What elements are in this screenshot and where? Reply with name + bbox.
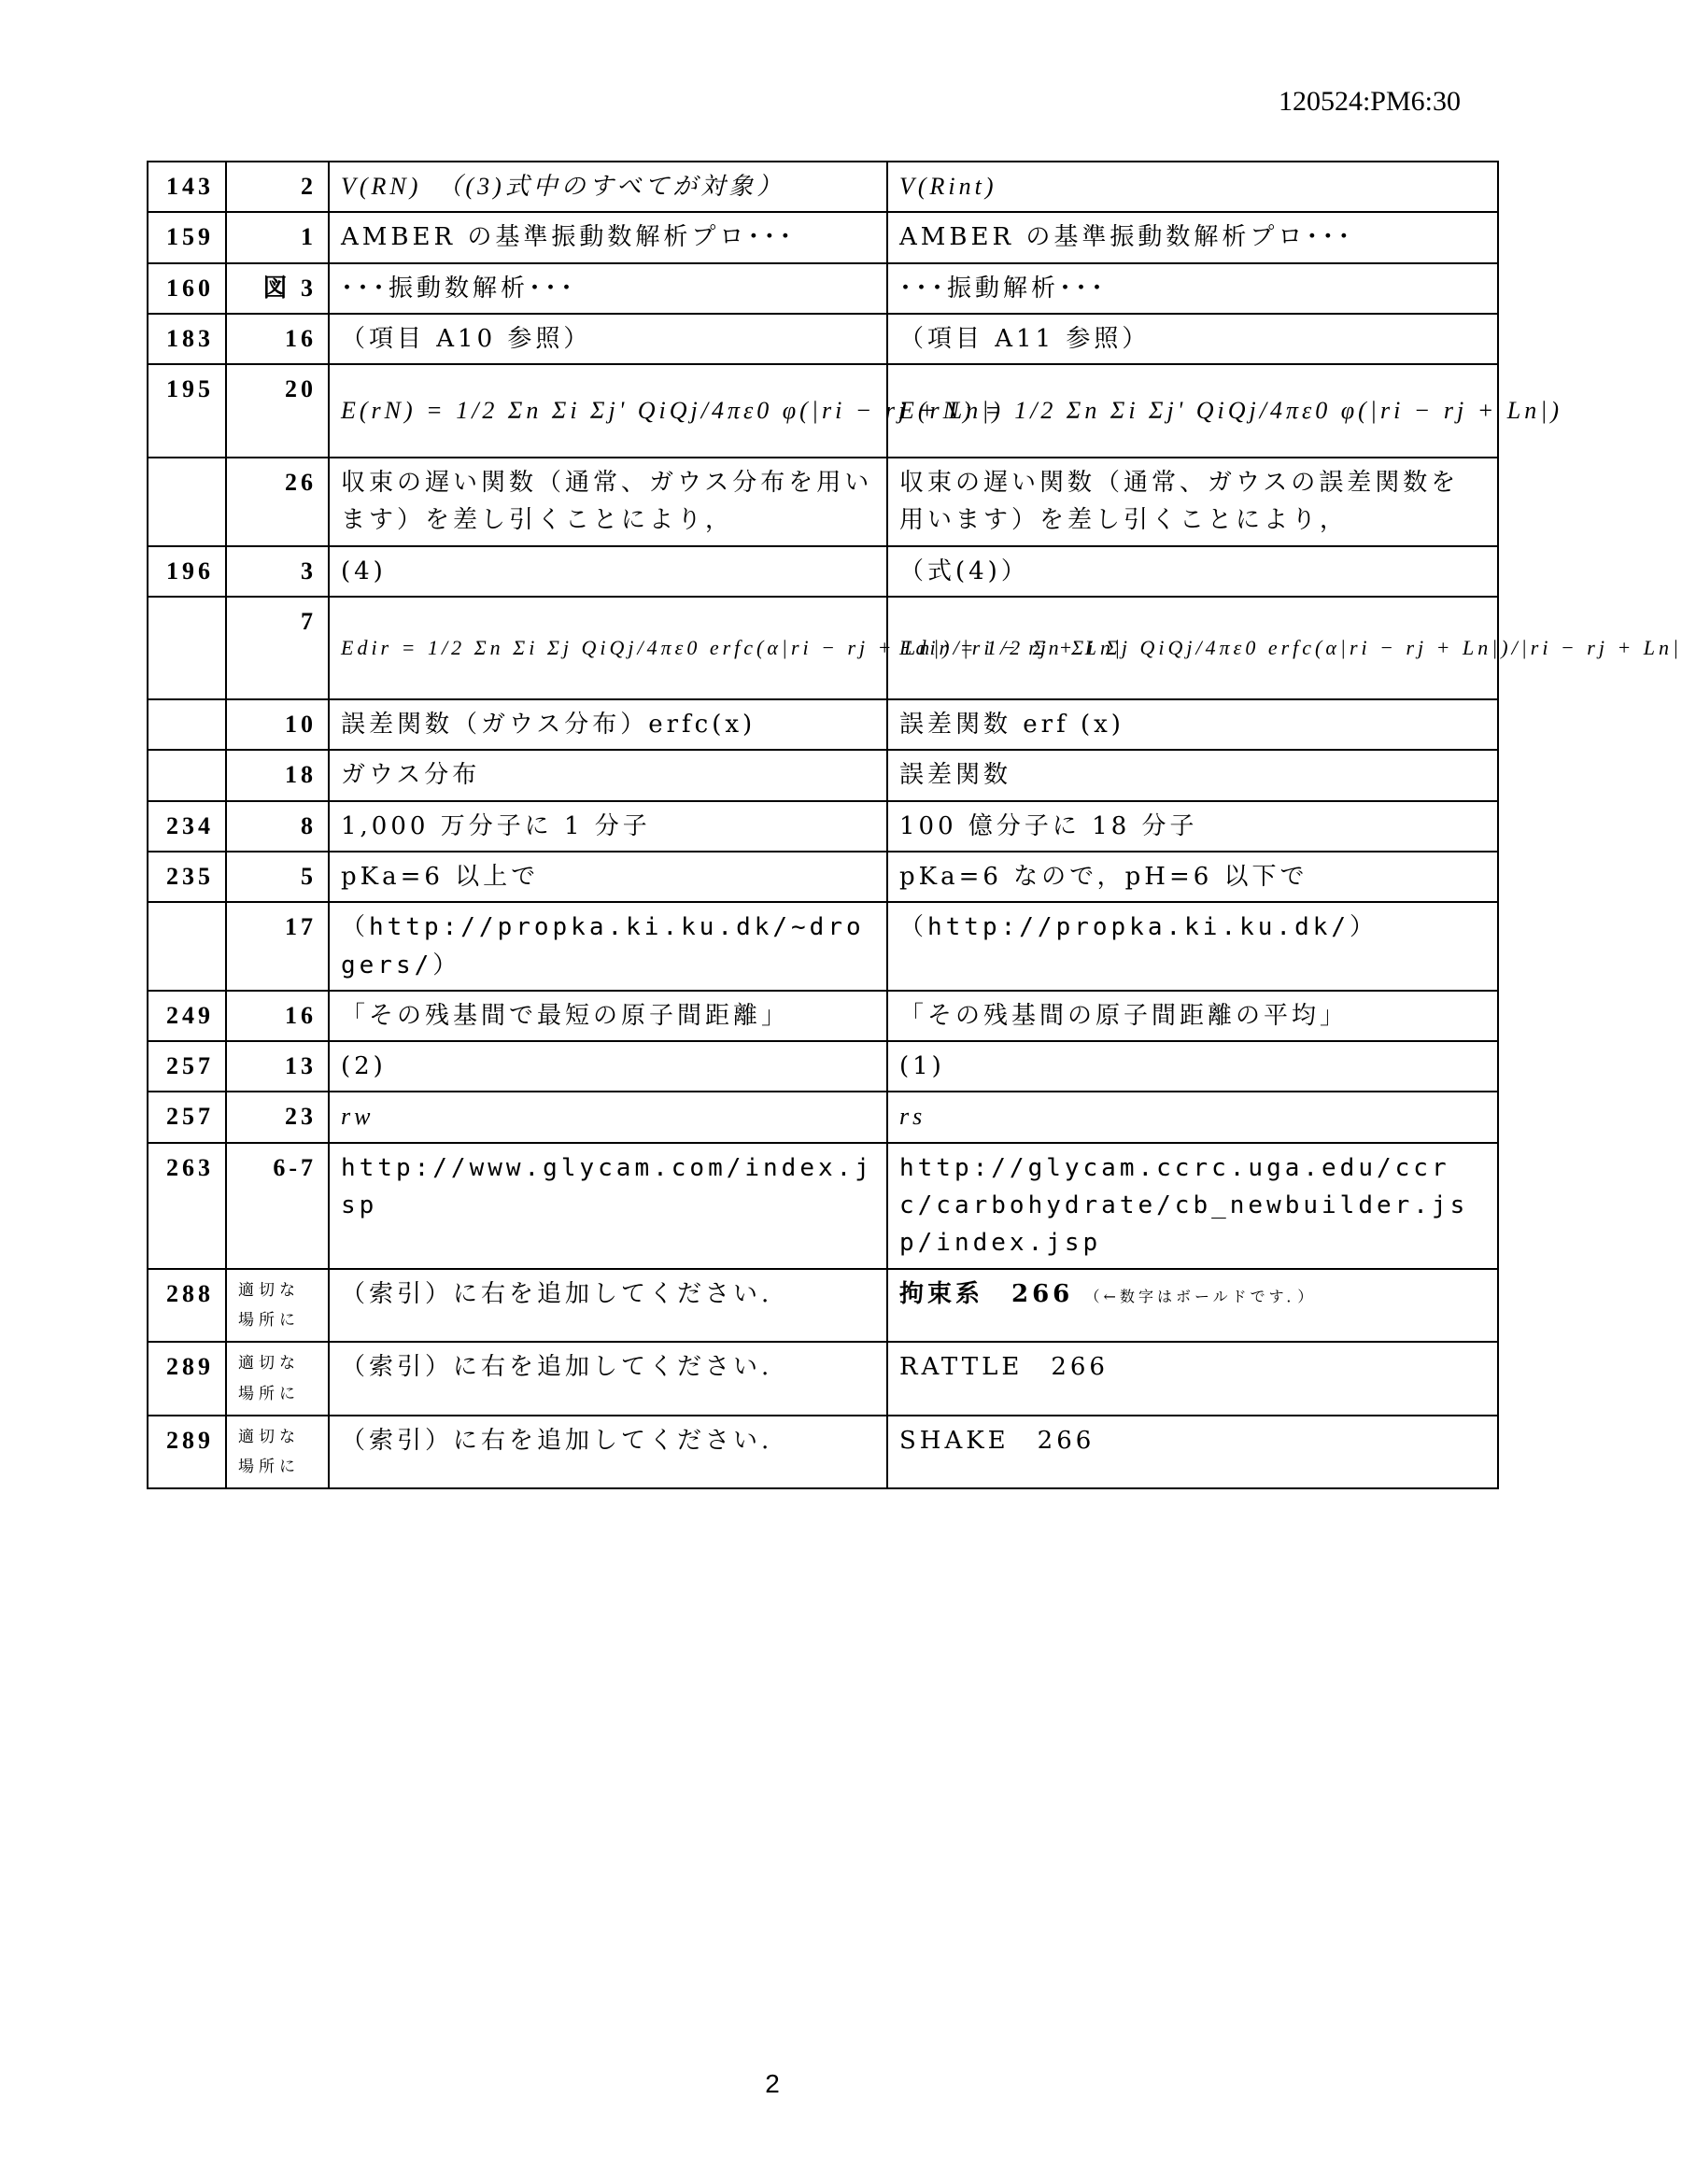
page-cell [148, 597, 226, 699]
wrong-cell: （索引）に右を追加してください. [329, 1269, 887, 1343]
line-cell: 6-7 [226, 1143, 329, 1269]
page-cell [148, 699, 226, 750]
table-row [148, 991, 1498, 1041]
table-row [148, 1143, 1498, 1269]
right-cell: AMBER の基準振動数解析プロ･･･ [887, 212, 1498, 262]
wrong-cell: rw [329, 1092, 887, 1142]
right-cell: 収束の遅い関数（通常、ガウスの誤差関数を用います）を差し引くことにより， [887, 458, 1498, 546]
errata-table [147, 161, 1682, 1489]
wrong-cell: （項目 A10 参照） [329, 314, 887, 364]
wrong-cell: AMBER の基準振動数解析プロ･･･ [329, 212, 887, 262]
table-row [148, 1416, 1498, 1489]
bold-note: （←数字はボールドです．） [1084, 1287, 1317, 1305]
line-cell: 16 [226, 991, 329, 1041]
right-formula: Edir = 1/2 Σn Σi Σj QiQj/4πε0 erfc(α|ri − rj + Ln|)/|ri − rj + Ln| [887, 597, 1498, 699]
right-cell: 100 億分子に 18 分子 [887, 801, 1498, 852]
page-cell: 249 [148, 991, 226, 1041]
table-row [148, 597, 1498, 699]
line-cell: 23 [226, 1092, 329, 1142]
page-cell: 263 [148, 1143, 226, 1269]
right-cell: 誤差関数 [887, 750, 1498, 800]
line-cell: 26 [226, 458, 329, 546]
page-cell: 257 [148, 1092, 226, 1142]
line-cell: 8 [226, 801, 329, 852]
wrong-cell: ･･･振動数解析･･･ [329, 263, 887, 314]
line-cell: 1 [226, 212, 329, 262]
page-number: 2 [765, 2069, 780, 2098]
right-cell: （http://propka.ki.ku.dk/） [887, 902, 1498, 991]
line-cell: 適切な場所に [226, 1342, 329, 1416]
page-cell: 159 [148, 212, 226, 262]
page-cell: 195 [148, 364, 226, 458]
page-cell: 143 [148, 162, 226, 212]
right-cell: 「その残基間の原子間距離の平均」 [887, 991, 1498, 1041]
page-cell: 235 [148, 852, 226, 902]
right-cell: rs [887, 1092, 1498, 1142]
table-row [148, 902, 1498, 991]
table-row [148, 1342, 1498, 1416]
right-cell: ･･･振動解析･･･ [887, 263, 1498, 314]
wrong-cell: 「その残基間で最短の原子間距離」 [329, 991, 887, 1041]
table-row [148, 458, 1498, 546]
wrong-cell: (2) [329, 1041, 887, 1092]
line-cell: 適切な場所に [226, 1269, 329, 1343]
page-cell: 289 [148, 1416, 226, 1489]
line-cell: 10 [226, 699, 329, 750]
right-cell: RATTLE 266 [887, 1342, 1498, 1416]
table-row [148, 212, 1498, 262]
table-row [148, 263, 1498, 314]
table-row [148, 801, 1498, 852]
right-cell: （式(4)） [887, 546, 1498, 597]
wrong-cell: （索引）に右を追加してください. [329, 1416, 887, 1489]
page-cell [148, 750, 226, 800]
document-timestamp: 120524:PM6:30 [1278, 86, 1461, 117]
page-cell: 288 [148, 1269, 226, 1343]
table-row [148, 162, 1498, 212]
table-row [148, 699, 1498, 750]
table-row [148, 364, 1498, 458]
line-cell: 5 [226, 852, 329, 902]
wrong-cell: (4) [329, 546, 887, 597]
wrong-cell: （http://propka.ki.ku.dk/~drogers/） [329, 902, 887, 991]
line-cell: 7 [226, 597, 329, 699]
line-cell: 16 [226, 314, 329, 364]
right-cell: (1) [887, 1041, 1498, 1092]
wrong-cell: V(RN) （(3)式中のすべてが対象） [329, 162, 887, 212]
line-cell: 17 [226, 902, 329, 991]
right-cell: pKa=6 なので，pH=6 以下で [887, 852, 1498, 902]
wrong-cell: 1,000 万分子に 1 分子 [329, 801, 887, 852]
page-cell [148, 458, 226, 546]
right-cell: （項目 A11 参照） [887, 314, 1498, 364]
page-cell [148, 902, 226, 991]
table-row [148, 1269, 1498, 1343]
table-row [148, 1041, 1498, 1092]
wrong-cell: 収束の遅い関数（通常、ガウス分布を用います）を差し引くことにより， [329, 458, 887, 546]
wrong-cell: 誤差関数（ガウス分布）erfc(x) [329, 699, 887, 750]
wrong-cell: （索引）に右を追加してください. [329, 1342, 887, 1416]
table-row [148, 1092, 1498, 1142]
line-cell: 13 [226, 1041, 329, 1092]
line-cell: 3 [226, 546, 329, 597]
page-cell: 234 [148, 801, 226, 852]
page-cell: 160 [148, 263, 226, 314]
wrong-formula: Edir = 1/2 Σn Σi Σj QiQj/4πε0 erfc(α|ri − rj + Ln|)/|ri − rj + Ln| [329, 597, 887, 699]
right-cell [887, 1269, 1498, 1343]
page-cell: 289 [148, 1342, 226, 1416]
right-formula: E(rN) = 1/2 Σn Σi Σj' QiQj/4πε0 φ(|ri − rj + Ln|) [887, 364, 1498, 458]
table-row [148, 314, 1498, 364]
wrong-cell: pKa=6 以上で [329, 852, 887, 902]
table-row [148, 546, 1498, 597]
table-row [148, 852, 1498, 902]
wrong-formula: E(rN) = 1/2 Σn Σi Σj' QiQj/4πε0 φ(|ri − rj + Ln|) [329, 364, 887, 458]
index-entry: 拘束系 266 [899, 1279, 1074, 1308]
line-cell: 図 3 [226, 263, 329, 314]
page-cell: 257 [148, 1041, 226, 1092]
wrong-cell: http://www.glycam.com/index.jsp [329, 1143, 887, 1269]
line-cell: 18 [226, 750, 329, 800]
right-cell: V(Rint) [887, 162, 1498, 212]
line-cell: 2 [226, 162, 329, 212]
table-row [148, 750, 1498, 800]
wrong-cell: ガウス分布 [329, 750, 887, 800]
page-cell: 183 [148, 314, 226, 364]
right-cell: 誤差関数 erf (x) [887, 699, 1498, 750]
line-cell: 20 [226, 364, 329, 458]
right-cell: SHAKE 266 [887, 1416, 1498, 1489]
right-cell: http://glycam.ccrc.uga.edu/ccrc/carbohydrate/cb_newbuilder.jsp/index.jsp [887, 1143, 1498, 1269]
page-cell: 196 [148, 546, 226, 597]
line-cell: 適切な場所に [226, 1416, 329, 1489]
